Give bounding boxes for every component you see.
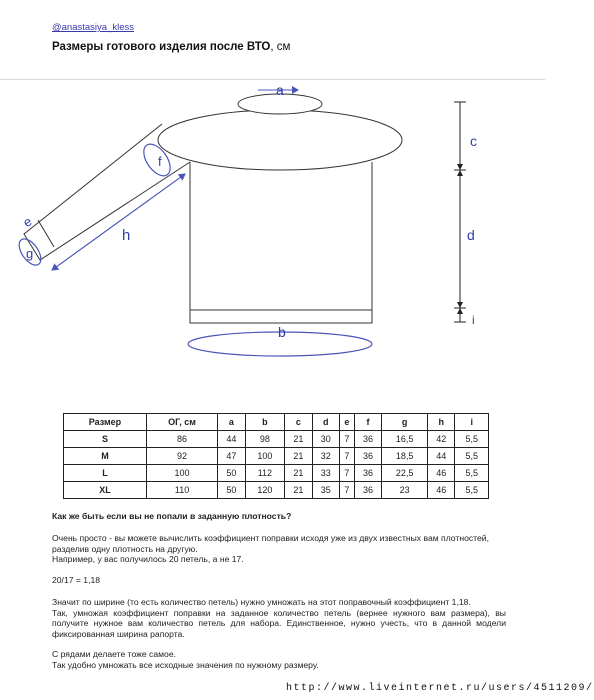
cell: S [64,431,147,448]
author-handle-link[interactable]: @anastasiya_kless [52,22,134,33]
table-header-row [64,414,489,431]
cell: 92 [146,448,217,465]
paragraph-1 [52,533,489,565]
sweater-schematic [0,80,545,400]
label-g: g [26,246,34,261]
cell: 7 [339,482,354,499]
cell: 35 [312,482,339,499]
paragraph-2 [52,597,506,639]
label-e: e [20,213,35,231]
cell: 86 [146,431,217,448]
cell: L [64,465,147,482]
cell: 100 [245,448,285,465]
paragraph-3 [52,649,319,670]
cell: 36 [354,482,381,499]
label-b: b [278,324,286,340]
cell: 7 [339,465,354,482]
col-i: i [455,414,489,431]
col-size: Размер [64,414,147,431]
label-c: c [470,133,477,149]
cell: 50 [218,482,245,499]
page-title [52,41,290,53]
cell: 5,5 [455,465,489,482]
col-a: a [218,414,245,431]
col-h: h [428,414,455,431]
cell: 21 [285,448,312,465]
cell: 46 [428,482,455,499]
formula: 20/17 = 1,18 [52,575,101,585]
text-line: Очень просто - вы можете вычислить коэффициент поправки исходя уже из двух известных вам плотностей, [52,533,489,543]
cell: 18,5 [382,448,428,465]
col-c: c [285,414,312,431]
cell: 5,5 [455,482,489,499]
label-a: a [276,82,284,98]
cell: 22,5 [382,465,428,482]
cell: 50 [218,465,245,482]
sweater-outline [24,94,402,323]
col-g: g [382,414,428,431]
text-line: Значит по ширине (то есть количество петель) нужно умножать на этот поправочный коэффициент 1,18. [52,597,471,607]
cell: 36 [354,465,381,482]
cell: M [64,448,147,465]
text-block: Так, умножая коэффициент поправки на заданное количество петель (вернее нужного вам размера), вы получите нужное вам количество петель для набора. Единственное, нужно учесть, что в данной модели фиксированная ширина рапорта. [52,607,506,639]
col-e: e [339,414,354,431]
size-table [63,413,489,499]
label-f: f [158,154,162,169]
source-url-link[interactable]: http://www.liveinternet.ru/users/4511209/ [286,683,594,694]
col-f: f [354,414,381,431]
text-line: Например, у вас получилось 20 петель, а не 17. [52,554,244,565]
cell: 7 [339,448,354,465]
cell: 100 [146,465,217,482]
cell: 21 [285,431,312,448]
cell: 42 [428,431,455,448]
text-line: С рядами делаете тоже самое. [52,649,176,659]
cell: 7 [339,431,354,448]
col-d: d [312,414,339,431]
table-row [64,482,489,499]
cell: 120 [245,482,285,499]
title-unit: , см [270,41,291,53]
cell: 32 [312,448,339,465]
cell: 110 [146,482,217,499]
label-d: d [467,227,475,243]
cell: 44 [428,448,455,465]
cell: 112 [245,465,285,482]
label-h: h [122,227,131,244]
cell: 21 [285,465,312,482]
question-heading: Как же быть если вы не попали в заданную плотность? [52,511,292,521]
title-main: Размеры готового изделия после ВТО [52,41,271,53]
cell: 44 [218,431,245,448]
cell: 21 [285,482,312,499]
cell: 98 [245,431,285,448]
cell: 36 [354,431,381,448]
text-line: разделив одну плотность на другую. [52,543,198,554]
cell: 16,5 [382,431,428,448]
table-row [64,431,489,448]
text-line: Так удобно умножать все исходные значения по нужному размеру. [52,659,319,670]
label-i: i [472,313,475,327]
table-row [64,465,489,482]
cell: 23 [382,482,428,499]
cell: 30 [312,431,339,448]
cell: XL [64,482,147,499]
cell: 5,5 [455,448,489,465]
cell: 47 [218,448,245,465]
col-chest: ОГ, см [146,414,217,431]
table-row [64,448,489,465]
cell: 5,5 [455,431,489,448]
cell: 33 [312,465,339,482]
cell: 36 [354,448,381,465]
col-b: b [245,414,285,431]
cell: 46 [428,465,455,482]
